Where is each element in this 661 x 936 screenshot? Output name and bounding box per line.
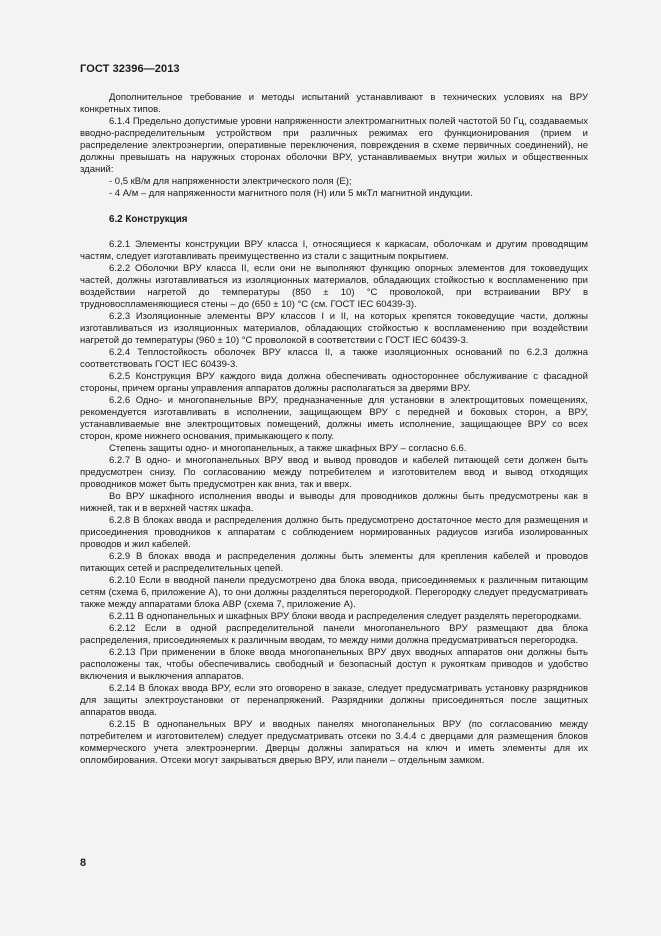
paragraph: 6.2.12 Если в одной распределительной панели многопанельного ВРУ размещают два блока распределения, присоединяемых к различным вводам, то между ними должна предусматриваться перегородка. xyxy=(80,623,588,646)
paragraph: Дополнительное требование и методы испытаний устанавливают в технических условиях на ВРУ конкретных типов. xyxy=(80,92,588,115)
document-body xyxy=(80,92,588,767)
paragraph: 6.2.9 В блоках ввода и распределения должны быть элементы для крепления кабелей и проводов питающих сетей и распределительных цепей. xyxy=(80,551,588,574)
paragraph: 6.2.2 Оболочки ВРУ класса II, если они не выполняют функцию опорных элементов для токоведущих частей, должны изготавливаться из изоляционных материалов, обладающих стойкостью к воспламенению при воздействии нагретой до температуры (850 ± 10) °С проволокой, при встраивании ВРУ в трудновоспламеняющиеся стены – до (650 ± 10) °С (см. ГОСТ IEC 60439-3). xyxy=(80,263,588,310)
list-item: - 4 А/м – для напряженности магнитного поля (Н) или 5 мкТл магнитной индукции. xyxy=(109,188,473,199)
paragraph: 6.2.10 Если в вводной панели предусмотрено два блока ввода, присоединяемых к различным питающим сетям (схема 6, приложение А), то они должны разделяться перегородкой. Перегородку следует предусматривать также между аппаратами блока АВР (схема 7, приложение А). xyxy=(80,575,588,610)
paragraph: 6.1.4 Предельно допустимые уровни напряженности электромагнитных полей частотой 50 Гц, создаваемых вводно-распределительным устройством при различных режимах его функционирования (прием и распределение электроэнергии, оперативные переключения, повреждения в схеме первичных соединений), не должны превышать на наружных сторонах оболочки ВРУ, устанавливаемых внутри жилых и общественных зданий: xyxy=(80,116,588,175)
paragraph: 6.2.1 Элементы конструкции ВРУ класса I, относящиеся к каркасам, оболочкам и другим проводящим частям, следует изготавливать преимущественно из стали с защитным покрытием. xyxy=(80,239,588,262)
paragraph: 6.2.6 Одно- и многопанельные ВРУ, предназначенные для установки в электрощитовых помещениях, рекомендуется изготавливать в исполнении, защищающем ВРУ с передней и боковых сторон, а ВРУ, устанавливаемые вне электрощитовых помещений, должны иметь исполнение, защищающее ВРУ со всех сторон, кроме нижнего основания, примыкающего к полу. xyxy=(80,395,588,442)
page-number: 8 xyxy=(80,857,87,869)
paragraph: 6.2.11 В однопанельных и шкафных ВРУ блоки ввода и распределения следует разделять перегородками. xyxy=(109,611,582,622)
paragraph: 6.2.14 В блоках ввода ВРУ, если это оговорено в заказе, следует предусматривать установку разрядников для защиты электроустановки от перенапряжений. Разрядники должны присоединяться после защитных аппаратов ввода. xyxy=(80,683,588,718)
paragraph: 6.2.8 В блоках ввода и распределения должно быть предусмотрено достаточное место для размещения и присоединения проводников к аппаратам с соблюдением нормированных радиусов изгиба изолированных проводов и жил кабелей. xyxy=(80,515,588,550)
paragraph: Степень защиты одно- и многопанельных, а также шкафных ВРУ – согласно 6.6. xyxy=(109,443,467,454)
paragraph: 6.2.4 Теплостойкость оболочек ВРУ класса II, а также изоляционных оснований по 6.2.3 должна соответствовать ГОСТ IEC 60439-3. xyxy=(80,347,588,370)
standard-header: ГОСТ 32396—2013 xyxy=(80,63,180,75)
paragraph: Во ВРУ шкафного исполнения вводы и выводы для проводников должны быть предусмотрены как в нижней, так и в верхней частях шкафа. xyxy=(80,491,588,514)
list-item: - 0,5 кВ/м для напряженности электрического поля (Е); xyxy=(109,176,352,187)
paragraph: 6.2.13 При применении в блоке ввода многопанельных ВРУ двух вводных аппаратов они должны быть расположены так, чтобы обеспечивались свободный и безопасный доступ к рукояткам приводов и удобство включения и выключения аппаратов. xyxy=(80,647,588,682)
section-heading: 6.2 Конструкция xyxy=(109,214,188,225)
paragraph: 6.2.5 Конструкция ВРУ каждого вида должна обеспечивать одностороннее обслуживание с фасадной стороны, причем органы управления аппаратов должны располагаться за дверями ВРУ. xyxy=(80,371,588,394)
paragraph: 6.2.3 Изоляционные элементы ВРУ классов I и II, на которых крепятся токоведущие части, должны изготавливаться из изоляционных материалов, обладающих стойкостью к воспламенению при воздействии нагретой до температуры (960 ± 10) °С проволокой в соответствии с ГОСТ IEC 60439-3. xyxy=(80,311,588,346)
paragraph: 6.2.15 В однопанельных ВРУ и вводных панелях многопанельных ВРУ (по согласованию между потребителем и изготовителем) следует предусматривать отсеки по 3.4.4 с дверцами для размещения блоков коммерческого учета электроэнергии. Дверцы должны запираться на ключ и иметь элементы для их опломбирования. Отсеки могут закрываться дверью ВРУ, или панели – отдельным замком. xyxy=(80,719,588,766)
paragraph: 6.2.7 В одно- и многопанельных ВРУ ввод и вывод проводов и кабелей питающей сети должен быть предусмотрен снизу. По согласованию между потребителем и изготовителем ввод и вывод отходящих проводников может быть предусмотрен как вниз, так и вверх. xyxy=(80,455,588,490)
